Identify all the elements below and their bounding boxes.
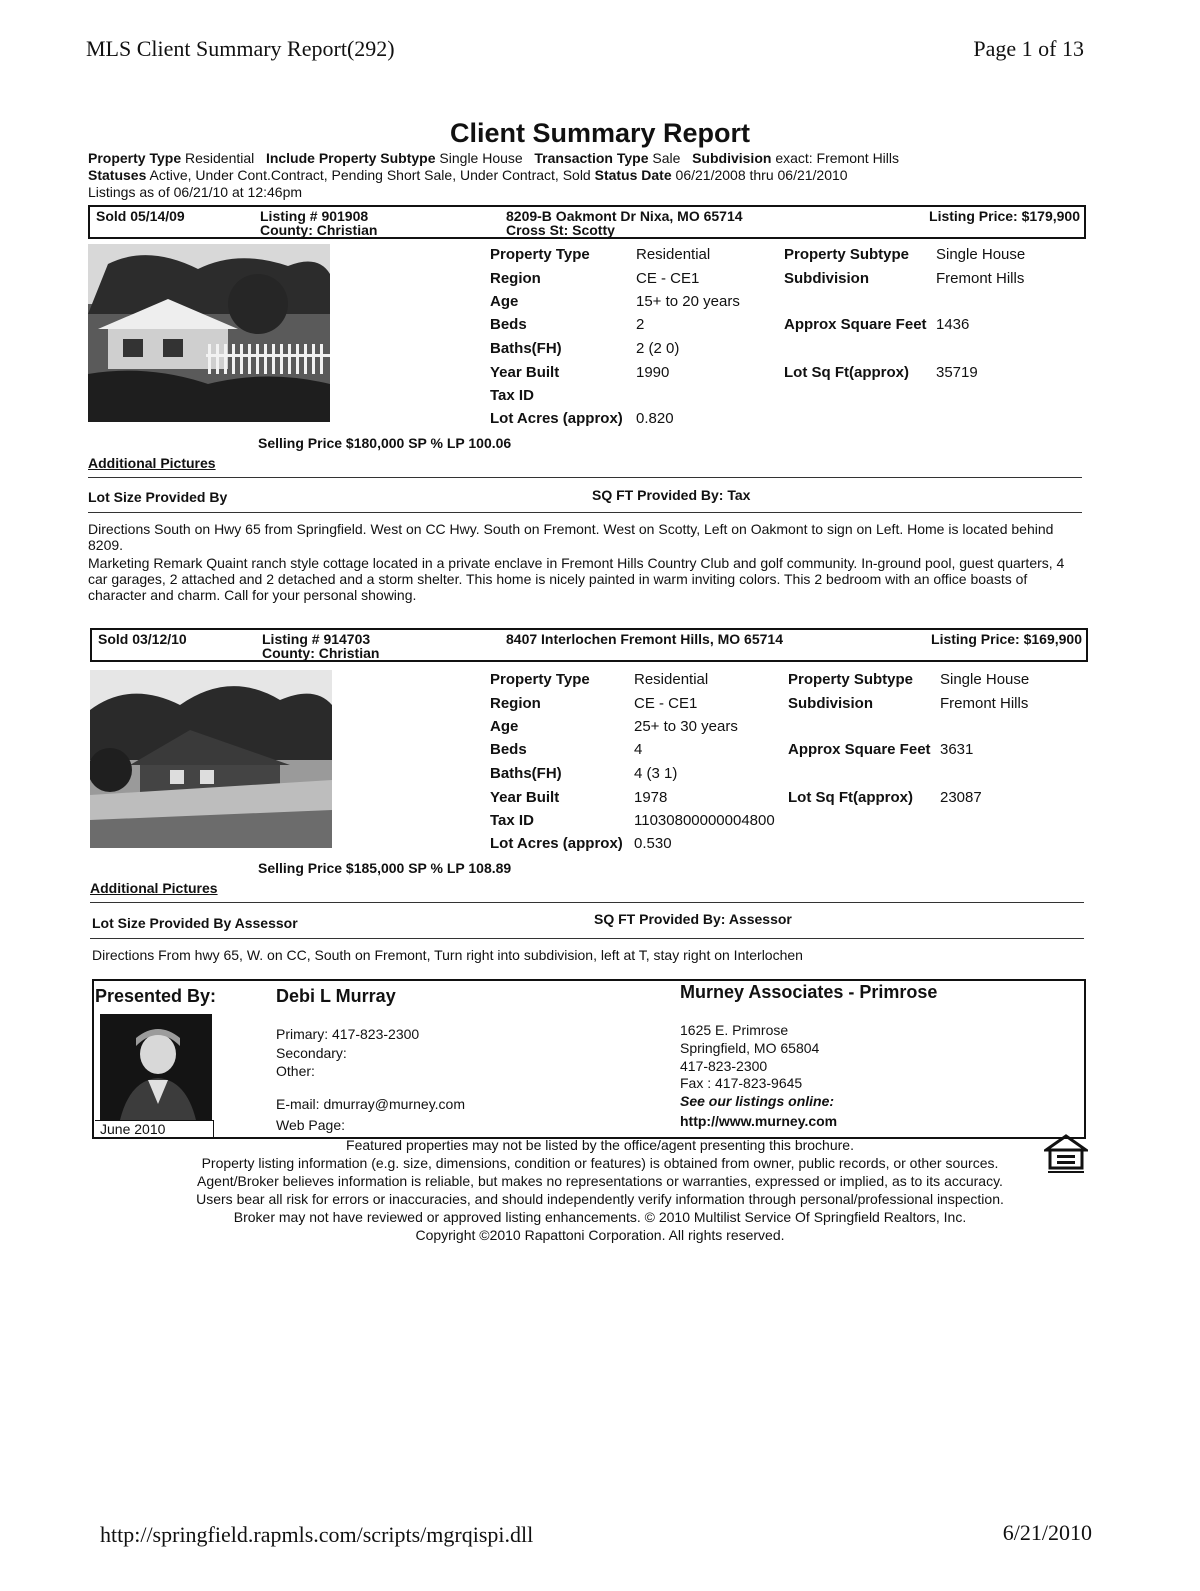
listing-2-number: Listing # 914703 bbox=[262, 631, 371, 647]
value-subdivision: Fremont Hills bbox=[940, 695, 1029, 712]
office-fax: Fax : 417-823-9645 bbox=[680, 1075, 803, 1091]
presented-by-label: Presented By: bbox=[95, 986, 217, 1006]
value-beds: 4 bbox=[634, 741, 643, 758]
footer-url: http://springfield.rapmls.com/scripts/mgrqispi.dll bbox=[100, 1522, 534, 1547]
equal-housing-icon bbox=[1044, 1134, 1088, 1178]
listing-1-selling-price: Selling Price $180,000 SP % LP 100.06 bbox=[258, 435, 512, 451]
divider bbox=[90, 902, 1084, 903]
avatar bbox=[100, 1014, 212, 1120]
label-lot-sqft: Lot Sq Ft(approx) bbox=[788, 789, 913, 806]
disclaimer-line: Featured properties may not be listed by the office/agent presenting this brochure. bbox=[346, 1137, 854, 1153]
listing-2-sold: Sold 03/12/10 bbox=[98, 631, 187, 647]
agent-secondary-phone: Secondary: bbox=[276, 1045, 347, 1061]
agent-company: Murney Associates - Primrose bbox=[680, 982, 938, 1002]
see-listings-label: See our listings online: bbox=[680, 1093, 835, 1109]
disclaimer-line: Copyright ©2010 Rapattoni Corporation. All rights reserved. bbox=[415, 1227, 785, 1243]
value-age: 15+ to 20 years bbox=[636, 293, 740, 310]
value-region: CE - CE1 bbox=[634, 695, 698, 712]
listing-1-header bbox=[88, 205, 1086, 239]
agent-photo bbox=[100, 1014, 212, 1120]
listing-1-photo[interactable] bbox=[88, 244, 330, 422]
label-lot-sqft: Lot Sq Ft(approx) bbox=[784, 364, 909, 381]
label-subdivision: Subdivision bbox=[784, 270, 870, 287]
disclaimer-line: Agent/Broker believes information is reliable, but makes no representations or warranties, expressed or implied, as to its accuracy. bbox=[197, 1173, 1003, 1189]
listing-1-cross-street: Cross St: Scotty bbox=[506, 222, 615, 238]
disclaimer-line: Property listing information (e.g. size, dimensions, condition or features) is obtained from owner, public records, or other sources. bbox=[201, 1155, 999, 1171]
label-age: Age bbox=[490, 718, 519, 735]
value-lot-sqft: 35719 bbox=[936, 364, 978, 381]
disclaimer bbox=[0, 1136, 1200, 1244]
listings-as-of: Listings as of 06/21/10 at 12:46pm bbox=[88, 184, 303, 200]
label-region: Region bbox=[490, 695, 541, 712]
agent-name: Debi L Murray bbox=[276, 986, 396, 1006]
agent-date: June 2010 bbox=[100, 1121, 166, 1137]
listing-2-price: Listing Price: $169,900 bbox=[931, 631, 1082, 647]
agent-email-link[interactable]: E-mail: dmurray@murney.com bbox=[276, 1096, 465, 1112]
value-year-built: 1990 bbox=[636, 364, 670, 381]
search-criteria bbox=[88, 150, 1088, 201]
value-lot-sqft: 23087 bbox=[940, 789, 982, 806]
listing-1-directions: Directions South on Hwy 65 from Springfield. West on CC Hwy. South on Fremont. West on Scotty, Left on Oakmont to sign on Left. Home is located behind 8209. bbox=[88, 521, 1054, 553]
label-lot-acres: Lot Acres (approx) bbox=[490, 410, 623, 427]
label-region: Region bbox=[490, 270, 541, 287]
divider bbox=[88, 512, 1082, 513]
disclaimer-line: Broker may not have reviewed or approved listing enhancements. © 2010 Multilist Service Of Springfield Realtors, Inc. bbox=[233, 1209, 967, 1225]
label-approx-sqft: Approx Square Feet bbox=[784, 316, 927, 333]
divider bbox=[88, 477, 1082, 478]
footer-date: 6/21/2010 bbox=[1002, 1520, 1092, 1545]
label-property-type: Property Type bbox=[490, 671, 590, 688]
listing-2-additional-pictures-link[interactable]: Additional Pictures bbox=[90, 880, 218, 896]
label-baths: Baths(FH) bbox=[490, 765, 562, 782]
label-approx-sqft: Approx Square Feet bbox=[788, 741, 931, 758]
listing-1-sqft-by: SQ FT Provided By: Tax bbox=[592, 487, 751, 503]
listing-1-additional-pictures-link[interactable]: Additional Pictures bbox=[88, 455, 216, 471]
disclaimer-line: Users bear all risk for errors or inaccuracies, and should independently verify information through personal/professional inspection. bbox=[196, 1191, 1004, 1207]
value-lot-acres: 0.820 bbox=[636, 410, 674, 427]
label-baths: Baths(FH) bbox=[490, 340, 562, 357]
listing-2-address: 8407 Interlochen Fremont Hills, MO 65714 bbox=[506, 631, 783, 647]
office-address-line-2: Springfield, MO 65804 bbox=[680, 1040, 820, 1056]
listing-1-number: Listing # 901908 bbox=[260, 208, 369, 224]
office-address-line-1: 1625 E. Primrose bbox=[680, 1022, 789, 1038]
value-approx-sqft: 1436 bbox=[936, 316, 970, 333]
agent-other-phone: Other: bbox=[276, 1063, 315, 1079]
page-title: Client Summary Report bbox=[449, 118, 751, 148]
report-header-title: MLS Client Summary Report(292) bbox=[86, 36, 395, 61]
label-year-built: Year Built bbox=[490, 364, 560, 381]
value-age: 25+ to 30 years bbox=[634, 718, 738, 735]
label-year-built: Year Built bbox=[490, 789, 560, 806]
criteria-line-2: Statuses Active, Under Cont.Contract, Pending Short Sale, Under Contract, Sold Status Date 06/21/2008 thru 06/21/2010 bbox=[88, 167, 848, 183]
criteria-line-1: Property Type Residential Include Property Subtype Single House Transaction Type Sale Subdivision exact: Fremont Hills bbox=[88, 150, 900, 166]
value-year-built: 1978 bbox=[634, 789, 668, 806]
value-baths: 4 (3 1) bbox=[634, 765, 678, 782]
label-age: Age bbox=[490, 293, 519, 310]
value-baths: 2 (2 0) bbox=[636, 340, 680, 357]
listing-1-address: 8209-B Oakmont Dr Nixa, MO 65714 bbox=[506, 208, 743, 224]
label-tax-id: Tax ID bbox=[490, 812, 534, 829]
value-tax-id: 11030800000004800 bbox=[634, 812, 775, 829]
office-phone: 417-823-2300 bbox=[680, 1058, 768, 1074]
agent-primary-phone: Primary: 417-823-2300 bbox=[276, 1026, 420, 1042]
agent-web-page: Web Page: bbox=[276, 1117, 346, 1133]
label-property-subtype: Property Subtype bbox=[788, 671, 914, 688]
house-photo-1 bbox=[88, 244, 330, 422]
listing-2-sqft-by: SQ FT Provided By: Assessor bbox=[594, 911, 792, 927]
label-property-subtype: Property Subtype bbox=[784, 246, 910, 263]
label-subdivision: Subdivision bbox=[788, 695, 874, 712]
page-number: Page 1 of 13 bbox=[973, 36, 1084, 61]
listing-2-directions: Directions From hwy 65, W. on CC, South on Fremont, Turn right into subdivision, left at T, stay right on Interlochen bbox=[92, 947, 803, 963]
value-region: CE - CE1 bbox=[636, 270, 700, 287]
label-property-type: Property Type bbox=[490, 246, 590, 263]
listing-1-sold: Sold 05/14/09 bbox=[96, 208, 185, 224]
house-photo-2 bbox=[90, 670, 332, 848]
listing-1-marketing-remark: Marketing Remark Quaint ranch style cottage located in a private enclave in Fremont Hills Country Club and golf community. In-ground pool, guest quarters, 4 car garages, 2 attached and 2 detached and a storm shelter. This home is nicely painted in warm inviting colors. This 2 bedroom with an office boasts of character and charm. Call for your personal showing. bbox=[88, 555, 1065, 603]
agent-box bbox=[92, 979, 1086, 1139]
listing-1-lot-size-by: Lot Size Provided By bbox=[88, 489, 228, 505]
listing-2-photo[interactable] bbox=[90, 670, 332, 848]
label-lot-acres: Lot Acres (approx) bbox=[490, 835, 623, 852]
value-approx-sqft: 3631 bbox=[940, 741, 974, 758]
listing-2-county: County: Christian bbox=[262, 645, 380, 661]
value-subdivision: Fremont Hills bbox=[936, 270, 1025, 287]
listing-2-header bbox=[90, 628, 1088, 662]
value-property-subtype: Single House bbox=[936, 246, 1026, 263]
label-beds: Beds bbox=[490, 316, 527, 333]
listing-2-lot-size-by: Lot Size Provided By Assessor bbox=[92, 915, 298, 931]
office-website-link[interactable]: http://www.murney.com bbox=[680, 1113, 838, 1129]
listing-1-county: County: Christian bbox=[260, 222, 378, 238]
listing-2-selling-price: Selling Price $185,000 SP % LP 108.89 bbox=[258, 860, 512, 876]
listing-1-price: Listing Price: $179,900 bbox=[929, 208, 1080, 224]
value-beds: 2 bbox=[636, 316, 645, 333]
value-property-type: Residential bbox=[636, 246, 711, 263]
label-tax-id: Tax ID bbox=[490, 387, 534, 404]
label-beds: Beds bbox=[490, 741, 527, 758]
value-property-subtype: Single House bbox=[940, 671, 1030, 688]
value-lot-acres: 0.530 bbox=[634, 835, 672, 852]
value-property-type: Residential bbox=[634, 671, 709, 688]
divider bbox=[90, 938, 1084, 939]
